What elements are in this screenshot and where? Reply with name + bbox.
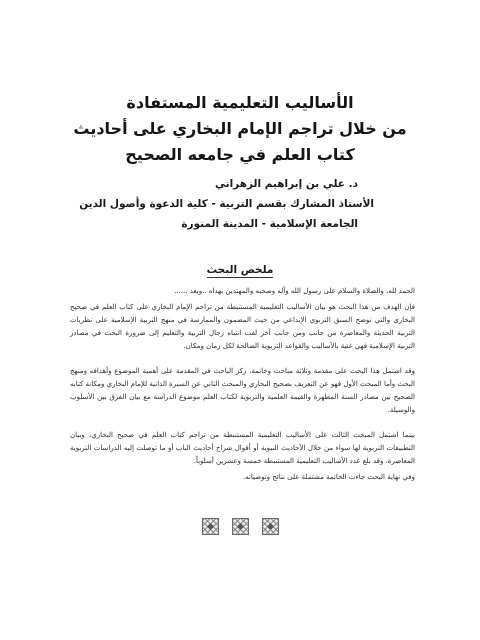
ornament-icon	[232, 518, 249, 535]
ornament-icon	[202, 518, 219, 535]
abstract-paragraph-3: وقد اشتمل هذا البحث على مقدمة وثلاثة مباحث وخاتمة، ركز الباحث في المقدمة على أهمية الموضوع وأهدافه ومنهج البحث وأما المبحث الأول فهو عن التعريف بصحيح البخاري والمبحث الثاني عن السيرة الذاتية للإمام البخاري ومكانة كتابه الصحيح بين مصادر السنة المطهرة والقيمة العلمية والتربوية لكتاب العلم موضوع الدراسة مع بيان الفرق بين الأسلوب والوسيلة.	[70, 367, 415, 414]
author-university: الجامعة الإسلامية - المدينة المنورة	[181, 218, 358, 230]
title-line-3: كتاب العلم في جامعه الصحيح	[125, 145, 355, 164]
abstract-heading-text: ملخص البحث	[206, 264, 274, 276]
author-name: د. علي بن إبراهيم الزهراني	[215, 178, 358, 190]
abstract-paragraph-5: وفي نهاية البحث جاءت الخاتمة مشتملة على نتائج وتوصياته.	[242, 473, 415, 481]
abstract-paragraph-2: فإن الهدف من هذا البحث هو بيان الأساليب التعليمية المستنبطة من تراجم الإمام البخاري على كتاب العلم في صحيح البخاري والتي توضح السبق التربوي الإبداعي من حيث المضمون والممارسة في منهج التربية الإسلامية على نظريات التربية الحديثة والمعاصرة من جانب ومن جانب آخر لفت انتباه رجال التربية والتعليم إلى ضرورة البحث في مصادر التربية الإسلامية فهي غنية بالأساليب والقواعد التربوية الصالحة لكل زمان ومكان.	[70, 303, 415, 350]
abstract-paragraph-4: بينما اشتمل المبحث الثالث على الأساليب التعليمية المستنبطة من تراجم كتاب العلم في صحيح البخاري، وبيان التطبيقات التربوية لها سواء من خلال الأحاديث النبوية أو أقوال شراح أحاديث الباب أو ما توصلت إليه الدراسات التربوية المعاصرة، وقد بلغ عدد الأساليب التعليمية المستنبطة خمسة وعشرين أسلوباً.	[70, 431, 415, 465]
title-line-2: من خلال تراجم الإمام البخاري على أحاديث	[73, 119, 407, 138]
author-position: الأستاذ المشارك بقسم التربية - كلية الدعوة وأصول الدين	[79, 198, 374, 210]
ornament-icon	[262, 518, 279, 535]
abstract-paragraph-1: الحمد لله، والصلاة والسلام على رسول الله وآله وصحبه والمهتدين بهداه ..وبعد ......	[174, 287, 415, 295]
abstract-heading	[0, 264, 480, 276]
ornament-row	[0, 518, 480, 535]
title-line-1: الأساليب التعليمية المستفادة	[126, 93, 354, 112]
